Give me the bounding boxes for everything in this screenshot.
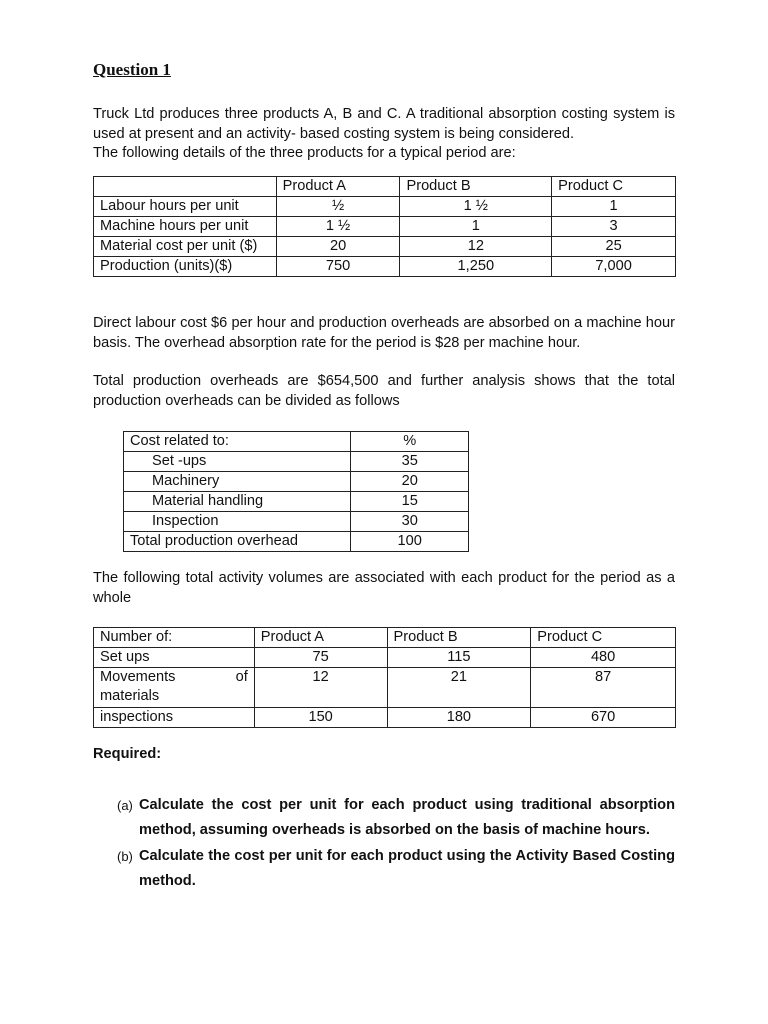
table-cell: 7,000 [552, 257, 676, 277]
table-cell: 670 [531, 708, 676, 728]
product-details-table [93, 176, 676, 277]
row-label: Material handling [124, 492, 351, 512]
intro-paragraph [93, 105, 675, 164]
table-cell: 30 [351, 512, 469, 532]
row-label: Labour hours per unit [94, 197, 277, 217]
column-header: Number of: [94, 628, 255, 648]
table-row [124, 452, 469, 472]
table-row [94, 197, 676, 217]
table-cell: 25 [552, 237, 676, 257]
column-header: Product B [400, 177, 552, 197]
question-title: Question 1 [93, 60, 171, 79]
requirement-text: Calculate the cost per unit for each product using the Activity Based Costing method. [139, 848, 675, 889]
table-cell: 75 [254, 648, 387, 668]
column-header: Product A [276, 177, 400, 197]
table-cell: 1,250 [400, 257, 552, 277]
header-row [94, 177, 676, 197]
overhead-rate-paragraph: Direct labour cost $6 per hour and production overheads are absorbed on a machine hour basis. The overhead absorption rate for the period is $28 per machine hour. [93, 315, 675, 351]
column-header: Product C [552, 177, 676, 197]
table-cell: 12 [400, 237, 552, 257]
row-label: Production (units)($) [94, 257, 277, 277]
total-overheads-paragraph: Total production overheads are $654,500 and further analysis shows that the total production overheads can be divided as follows [93, 373, 675, 409]
row-label: Set ups [94, 648, 255, 668]
table-cell: 100 [351, 532, 469, 552]
table-cell: 115 [387, 648, 531, 668]
row-label: Machinery [124, 472, 351, 492]
required-heading: Required: [93, 746, 162, 762]
table-cell: 750 [276, 257, 400, 277]
table-cell: 480 [531, 648, 676, 668]
table-row [94, 668, 676, 708]
header-row [94, 628, 676, 648]
table-cell: 180 [387, 708, 531, 728]
requirement-label: (b) [117, 849, 133, 864]
column-header [94, 177, 277, 197]
table-row [94, 257, 676, 277]
requirement-text: Calculate the cost per unit for each product using traditional absorption method, assuming overheads is absorbed on the basis of machine hours. [139, 797, 675, 838]
table-row [124, 532, 469, 552]
intro-text-2: The following details of the three products for a typical period are: [93, 145, 516, 161]
table-row [124, 492, 469, 512]
overhead-split-table [123, 431, 469, 552]
activity-volumes-paragraph: The following total activity volumes are associated with each product for the period as a whole [93, 570, 675, 606]
column-header: Product A [254, 628, 387, 648]
table-cell: 15 [351, 492, 469, 512]
column-header: Product C [531, 628, 676, 648]
table-cell: ½ [276, 197, 400, 217]
requirement-a [117, 793, 675, 843]
column-header: Product B [387, 628, 531, 648]
row-label: Inspection [124, 512, 351, 532]
row-label: Material cost per unit ($) [94, 237, 277, 257]
table-cell: 87 [531, 668, 676, 708]
table-cell: 20 [351, 472, 469, 492]
column-header: % [351, 432, 469, 452]
row-label: Total production overhead [124, 532, 351, 552]
table-row [94, 708, 676, 728]
table-cell: 21 [387, 668, 531, 708]
table-cell: 1 [552, 197, 676, 217]
requirement-label: (a) [117, 798, 133, 813]
table-row [94, 217, 676, 237]
table-cell: 1 ½ [400, 197, 552, 217]
column-header: Cost related to: [124, 432, 351, 452]
table-row [124, 512, 469, 532]
row-label: inspections [94, 708, 255, 728]
table-row [124, 472, 469, 492]
table-cell: 20 [276, 237, 400, 257]
table-cell: 3 [552, 217, 676, 237]
row-label: Machine hours per unit [94, 217, 277, 237]
table-cell: 150 [254, 708, 387, 728]
table-cell: 1 ½ [276, 217, 400, 237]
table-cell: 1 [400, 217, 552, 237]
header-row [124, 432, 469, 452]
table-row [94, 648, 676, 668]
table-cell: 12 [254, 668, 387, 708]
intro-text: Truck Ltd produces three products A, B and C. A traditional absorption costing system is used at present and an activity- based costing system is being considered. [93, 106, 675, 142]
row-label: Set -ups [124, 452, 351, 472]
table-cell: 35 [351, 452, 469, 472]
requirement-b [117, 844, 675, 894]
row-label: Movements of materials [94, 668, 255, 708]
activity-volumes-table [93, 627, 676, 728]
table-row [94, 237, 676, 257]
